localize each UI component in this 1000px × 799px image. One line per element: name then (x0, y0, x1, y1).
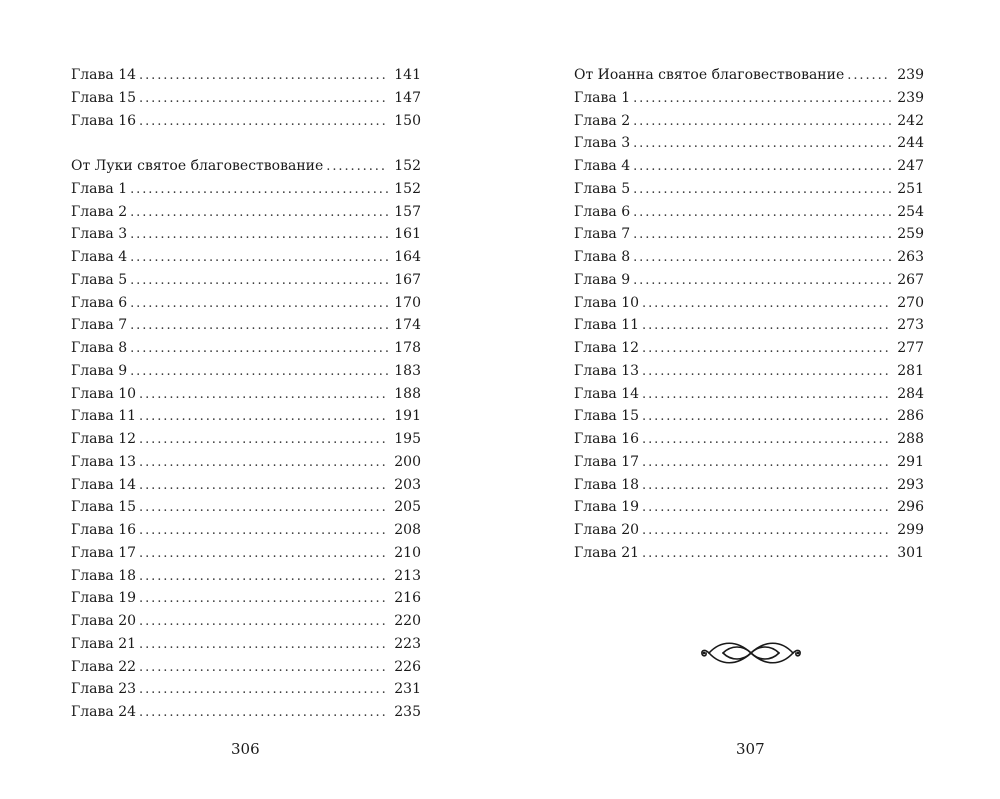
toc-entry (574, 337, 924, 360)
toc-entry-label: Глава 18 (71, 567, 137, 584)
toc-entry-label: Глава 1 (574, 89, 631, 106)
toc-entry (71, 64, 421, 87)
dot-leader (139, 429, 388, 452)
toc-entry-label: Глава 15 (71, 499, 137, 516)
dot-leader (130, 270, 388, 293)
toc-entry-page: 141 (394, 67, 421, 83)
dot-leader (139, 497, 388, 520)
dot-leader (139, 111, 388, 134)
toc-entry (71, 223, 421, 246)
toc-entry (71, 496, 421, 519)
toc-entry-label: Глава 1 (71, 180, 128, 197)
dot-leader (139, 543, 388, 566)
dot-leader (642, 475, 891, 498)
toc-entry-page: 200 (394, 453, 421, 470)
toc-entry (71, 269, 421, 292)
toc-entry-label: Глава 4 (574, 158, 631, 174)
toc-entry-label: Глава 21 (71, 635, 137, 652)
toc-entry (574, 542, 924, 565)
toc-entry-label: Глава 16 (71, 522, 137, 538)
page-number-left: 306 (231, 740, 260, 758)
toc-section-heading (574, 64, 924, 87)
toc-entry-page: 286 (897, 408, 924, 425)
toc-entry-page: 263 (897, 249, 924, 265)
left-page-contents (71, 64, 421, 724)
toc-entry-page: 152 (394, 158, 421, 174)
toc-entry-label: Глава 8 (574, 249, 631, 265)
toc-entry-page: 167 (394, 271, 421, 288)
toc-entry-page: 164 (394, 249, 421, 265)
toc-entry-page: 210 (394, 544, 421, 561)
dot-leader (139, 475, 388, 498)
dot-leader (633, 202, 891, 225)
toc-entry-label: Глава 8 (71, 340, 128, 356)
dot-leader (130, 315, 388, 338)
toc-entry-page: 174 (394, 317, 421, 334)
toc-entry-label: Глава 12 (71, 431, 137, 447)
toc-entry (71, 587, 421, 610)
toc-entry-label: Глава 14 (71, 476, 137, 493)
toc-entry (574, 223, 924, 246)
dot-leader (642, 315, 891, 338)
toc-entry-label: Глава 9 (71, 362, 128, 379)
toc-entry-label: Глава 19 (574, 499, 640, 516)
toc-entry (574, 87, 924, 110)
toc-entry-page: 296 (897, 499, 924, 516)
toc-entry-page: 299 (897, 522, 924, 538)
toc-entry (71, 360, 421, 383)
toc-entry-page: 226 (394, 658, 421, 675)
toc-entry (574, 519, 924, 542)
toc-entry (71, 474, 421, 497)
dot-leader (139, 611, 388, 634)
toc-entry (574, 110, 924, 133)
toc-entry-label: Глава 6 (71, 294, 128, 311)
dot-leader (642, 384, 891, 407)
toc-entry-label: От Луки святое благовествование (71, 158, 324, 174)
toc-entry-page: 216 (394, 590, 421, 607)
toc-entry-label: Глава 21 (574, 544, 640, 561)
dot-leader (139, 634, 388, 657)
toc-entry-page: 254 (897, 203, 924, 220)
dot-leader (139, 588, 388, 611)
dot-leader (642, 497, 891, 520)
toc-entry (574, 496, 924, 519)
toc-entry-label: Глава 15 (71, 89, 137, 106)
toc-entry-label: Глава 3 (71, 226, 128, 243)
toc-entry-page: 277 (897, 340, 924, 356)
toc-entry (71, 610, 421, 633)
toc-entry (71, 678, 421, 701)
dot-leader (633, 133, 891, 156)
toc-entry-label: Глава 23 (71, 681, 137, 698)
dot-leader (642, 543, 891, 566)
toc-entry-label: Глава 7 (574, 226, 631, 243)
toc-entry (71, 451, 421, 474)
toc-entry-label: Глава 17 (574, 453, 640, 470)
toc-entry (71, 178, 421, 201)
toc-entry-label: Глава 14 (574, 385, 640, 402)
toc-entry (574, 178, 924, 201)
toc-entry (574, 246, 924, 269)
dot-leader (130, 179, 388, 202)
toc-entry (574, 451, 924, 474)
toc-entry-page: 259 (897, 226, 924, 243)
toc-entry (574, 314, 924, 337)
toc-entry-label: Глава 9 (574, 271, 631, 288)
dot-leader (642, 338, 891, 361)
dot-leader (633, 179, 891, 202)
toc-entry (71, 519, 421, 542)
toc-entry (574, 155, 924, 178)
toc-entry-label: Глава 18 (574, 476, 640, 493)
toc-entry (574, 360, 924, 383)
dot-leader (633, 224, 891, 247)
toc-entry-label: Глава 5 (71, 271, 128, 288)
decorative-flourish-icon (699, 638, 803, 668)
toc-entry (574, 292, 924, 315)
dot-leader (139, 65, 388, 88)
toc-entry (71, 337, 421, 360)
toc-entry-page: 244 (897, 135, 924, 152)
toc-entry-page: 161 (394, 226, 421, 243)
toc-entry (71, 565, 421, 588)
toc-entry-page: 267 (897, 271, 924, 288)
toc-entry-page: 270 (897, 294, 924, 311)
toc-entry (574, 383, 924, 406)
dot-leader (633, 270, 891, 293)
toc-entry-page: 152 (394, 180, 421, 197)
toc-entry-label: Глава 20 (71, 613, 137, 629)
toc-entry-label: От Иоанна святое благовествование (574, 67, 845, 83)
toc-entry-page: 231 (394, 681, 421, 698)
toc-entry (574, 405, 924, 428)
right-page-contents (574, 64, 924, 565)
toc-entry-page: 213 (394, 567, 421, 584)
dot-leader (633, 111, 891, 134)
dot-leader (139, 702, 388, 725)
toc-entry-label: Глава 7 (71, 317, 128, 334)
toc-entry-label: Глава 3 (574, 135, 631, 152)
toc-entry-label: Глава 16 (574, 431, 640, 447)
toc-entry (71, 383, 421, 406)
toc-entry-page: 247 (897, 158, 924, 174)
dot-leader (130, 247, 388, 270)
toc-entry-label: Глава 15 (574, 408, 640, 425)
dot-leader (139, 566, 388, 589)
toc-entry-page: 183 (394, 362, 421, 379)
toc-entry (574, 132, 924, 155)
toc-entry-label: Глава 17 (71, 544, 137, 561)
toc-entry-page: 293 (897, 476, 924, 493)
toc-entry-label: Глава 10 (574, 294, 640, 311)
toc-entry-label: Глава 11 (574, 317, 640, 334)
toc-entry-page: 301 (897, 544, 924, 561)
toc-entry-page: 191 (394, 408, 421, 425)
dot-leader (130, 224, 388, 247)
toc-entry (71, 633, 421, 656)
toc-entry-page: 291 (897, 453, 924, 470)
dot-leader (139, 88, 388, 111)
toc-entry-label: Глава 2 (71, 203, 128, 220)
toc-entry-page: 205 (394, 499, 421, 516)
dot-leader (139, 384, 388, 407)
toc-entry-label: Глава 2 (574, 112, 631, 129)
toc-entry-page: 195 (394, 431, 421, 447)
toc-entry (574, 201, 924, 224)
dot-leader (633, 156, 891, 179)
toc-entry-label: Глава 14 (71, 67, 137, 83)
toc-entry-label: Глава 6 (574, 203, 631, 220)
toc-entry (71, 701, 421, 724)
dot-leader (139, 452, 388, 475)
toc-entry (71, 428, 421, 451)
page-number-right: 307 (736, 740, 765, 758)
dot-leader (642, 406, 891, 429)
dot-leader (642, 293, 891, 316)
dot-leader (130, 361, 388, 384)
dot-leader (139, 679, 388, 702)
toc-entry-label: Глава 13 (574, 362, 640, 379)
toc-entry (71, 246, 421, 269)
toc-entry (71, 542, 421, 565)
toc-entry-page: 273 (897, 317, 924, 334)
dot-leader (642, 429, 891, 452)
toc-entry-page: 147 (394, 89, 421, 106)
toc-entry-page: 288 (897, 431, 924, 447)
dot-leader (139, 520, 388, 543)
toc-entry (574, 428, 924, 451)
toc-entry-page: 208 (394, 522, 421, 538)
toc-entry-label: Глава 5 (574, 180, 631, 197)
toc-entry-page: 284 (897, 385, 924, 402)
toc-entry-page: 235 (394, 704, 421, 720)
toc-entry-page: 157 (394, 203, 421, 220)
dot-leader (633, 88, 891, 111)
toc-entry-label: Глава 20 (574, 522, 640, 538)
toc-section-heading (71, 155, 421, 178)
toc-entry (71, 110, 421, 133)
toc-entry-page: 170 (394, 294, 421, 311)
dot-leader (642, 520, 891, 543)
toc-entry-page: 150 (394, 112, 421, 129)
dot-leader (326, 156, 388, 179)
toc-entry (574, 474, 924, 497)
dot-leader (642, 452, 891, 475)
toc-entry-page: 203 (394, 476, 421, 493)
dot-leader (130, 293, 388, 316)
toc-entry (71, 87, 421, 110)
toc-entry-label: Глава 22 (71, 658, 137, 675)
toc-entry-page: 220 (394, 613, 421, 629)
toc-entry-label: Глава 16 (71, 112, 137, 129)
toc-entry-label: Глава 10 (71, 385, 137, 402)
section-gap (71, 132, 421, 155)
dot-leader (633, 247, 891, 270)
dot-leader (139, 406, 388, 429)
toc-entry-label: Глава 24 (71, 704, 137, 720)
toc-entry-label: Глава 12 (574, 340, 640, 356)
toc-entry (71, 405, 421, 428)
dot-leader (130, 202, 388, 225)
toc-entry (71, 201, 421, 224)
toc-entry-label: Глава 4 (71, 249, 128, 265)
toc-entry-label: Глава 13 (71, 453, 137, 470)
toc-entry (71, 292, 421, 315)
toc-entry (71, 314, 421, 337)
toc-entry-label: Глава 19 (71, 590, 137, 607)
toc-entry-page: 223 (394, 635, 421, 652)
toc-entry-label: Глава 11 (71, 408, 137, 425)
dot-leader (139, 657, 388, 680)
toc-entry (574, 269, 924, 292)
toc-entry-page: 251 (897, 180, 924, 197)
toc-entry-page: 178 (394, 340, 421, 356)
toc-entry-page: 239 (897, 67, 924, 83)
toc-entry-page: 281 (897, 362, 924, 379)
toc-entry (71, 656, 421, 679)
dot-leader (847, 65, 891, 88)
toc-entry-page: 242 (897, 112, 924, 129)
dot-leader (130, 338, 388, 361)
toc-entry-page: 239 (897, 89, 924, 106)
dot-leader (642, 361, 891, 384)
toc-entry-page: 188 (394, 385, 421, 402)
